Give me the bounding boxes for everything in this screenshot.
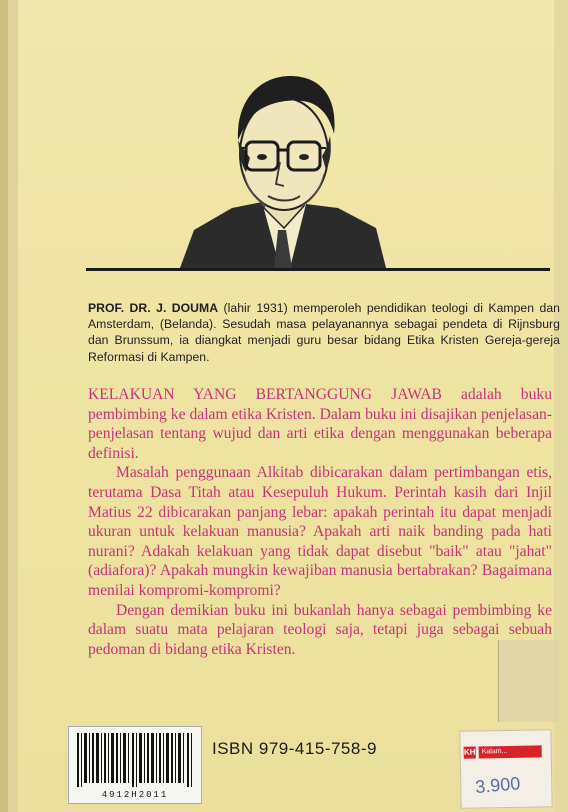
handwritten-price: 3.900 <box>474 773 522 798</box>
publisher-brand: Kalam... <box>479 745 542 758</box>
description-paragraph-2: Masalah penggunaan Alkitab dibicarakan dalam pertimbangan etis, terutama Dasa Titah atau Kesepuluh Hukum. Perintah kasih dari Injil Matius 22 dibicarakan panjang lebar: apakah perintah itu dapat menjadi ukuran untuk kelakuan manusia? Apakah arti naik banding pada hati nurani? Adakah kelakuan yang tidak dapat disebut "baik" atau "jahat" (adiafora)? Apakah mungkin kewajiban manusia bertabrakan? Bagaimana menilai kompromi-kompromi? <box>88 464 552 599</box>
price-sticker <box>459 729 552 809</box>
barcode <box>68 726 202 804</box>
spine-edge <box>0 0 8 812</box>
spine-fold <box>8 0 18 812</box>
barcode-number: 4912H2011 <box>101 790 169 800</box>
author-portrait <box>180 62 386 268</box>
isbn-label: ISBN 979-415-758-9 <box>212 739 377 758</box>
divider-rule <box>86 268 550 271</box>
author-bio <box>88 300 560 365</box>
publisher-logo-icon: KH <box>464 747 476 759</box>
barcode-bars <box>75 733 195 787</box>
author-bio-text: (lahir 1931) memperoleh pendidikan teologi di Kampen dan Amsterdam, (Belanda). Sesudah masa pelayanannya sebagai pendeta di Rijnsburg dan Brunssum, ia diangkat menjadi guru besar bidang Etika Kristen Gereja-gereja Reformasi di Kampen. <box>88 301 560 364</box>
tape-strip <box>498 640 559 722</box>
author-name: PROF. DR. J. DOUMA <box>88 301 219 315</box>
description-paragraph-1: KELAKUAN YANG BERTANGGUNG JAWAB adalah buku pembimbing ke dalam etika Kristen. Dalam buku ini disajikan penjelasan-penjelasan tentang wujud dan arti etika dengan menggunakan beberapa definisi. <box>88 386 552 462</box>
description-paragraph-3: Dengan demikian buku ini bukanlah hanya sebagai pembimbing ke dalam suatu mata pelajaran teologi saja, tetapi juga sebagai sebuah pedoman di bidang etika Kristen. <box>88 601 552 658</box>
book-description <box>88 385 552 659</box>
